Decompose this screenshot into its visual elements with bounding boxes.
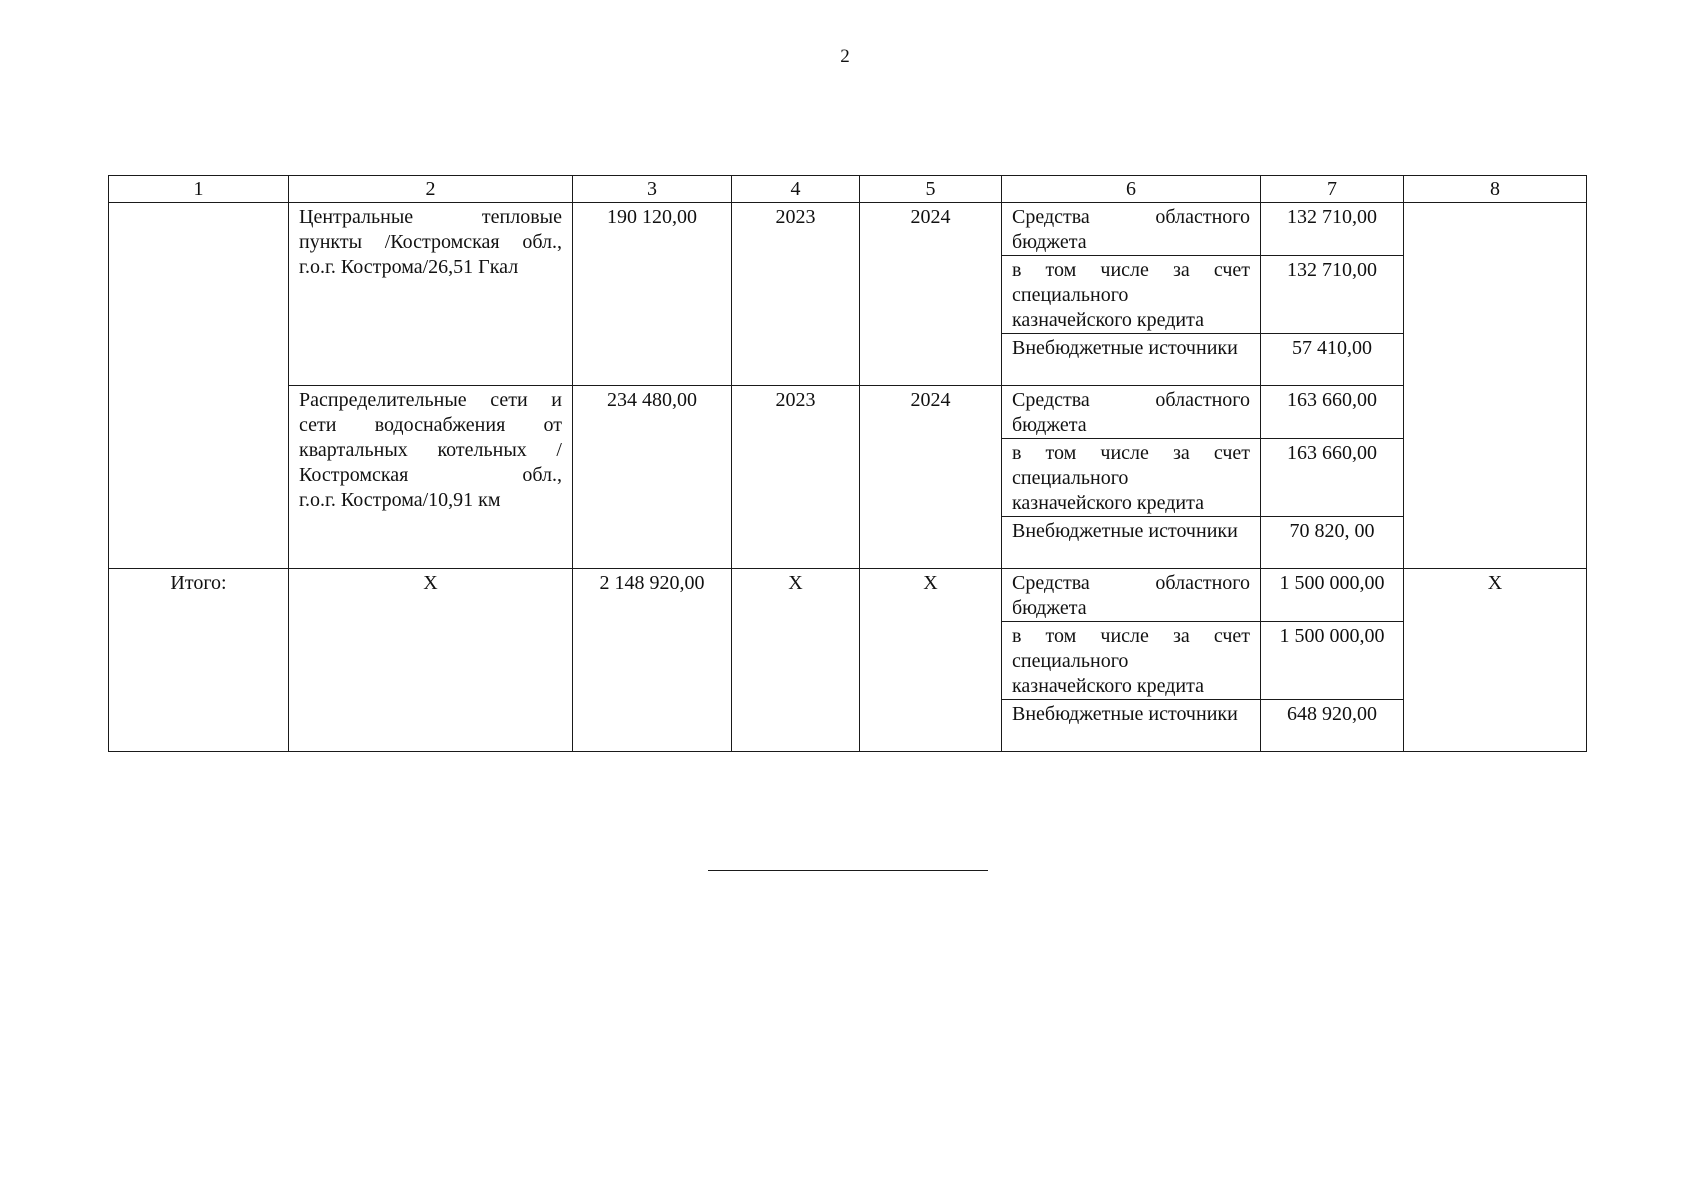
header-cell: 5 [860, 176, 1002, 203]
object-name-cell: Центральные тепловые пункты /Костромская обл., г.о.г. Кострома/26,51 Гкал [289, 203, 573, 386]
header-cell: 6 [1002, 176, 1261, 203]
source-label-cell: Внебюджетные источники [1002, 517, 1261, 569]
header-cell: 7 [1261, 176, 1404, 203]
object-name-text: Распределительные сети и сети водоснабжения от квартальных котельных / Костромская обл., [299, 389, 562, 486]
start-year-cell: 2023 [732, 203, 860, 386]
source-label-cell: Средства областного бюджета [1002, 203, 1261, 256]
source-label-cell: в том числе за счет специального казначейского кредита [1002, 439, 1261, 517]
row-number-cell [109, 203, 289, 569]
source-value-cell: 132 710,00 [1261, 203, 1404, 256]
header-cell: 2 [289, 176, 573, 203]
source-value-cell: 132 710,00 [1261, 256, 1404, 334]
header-cell: 1 [109, 176, 289, 203]
cost-cell: 234 480,00 [573, 386, 732, 569]
source-label-cell: Внебюджетные источники [1002, 700, 1261, 752]
col8-cell [1404, 203, 1587, 569]
source-label-cell: Средства областного бюджета [1002, 569, 1261, 622]
total-label-cell: Итого: [109, 569, 289, 752]
source-value-cell: 648 920,00 [1261, 700, 1404, 752]
source-value-cell: 70 820, 00 [1261, 517, 1404, 569]
source-value-cell: 163 660,00 [1261, 439, 1404, 517]
source-label-cell: Средства областного бюджета [1002, 386, 1261, 439]
total-col8-cell: X [1404, 569, 1587, 752]
source-value-cell: 1 500 000,00 [1261, 622, 1404, 700]
start-year-cell: 2023 [732, 386, 860, 569]
table-row-total [109, 569, 1587, 622]
table-row [109, 386, 1587, 439]
header-cell: 8 [1404, 176, 1587, 203]
total-col2-cell: X [289, 569, 573, 752]
source-label-cell: Внебюджетные источники [1002, 334, 1261, 386]
investment-table [108, 175, 1587, 752]
source-value-cell: 57 410,00 [1261, 334, 1404, 386]
table-header-row [109, 176, 1587, 203]
end-year-cell: 2024 [860, 203, 1002, 386]
total-col4-cell: X [732, 569, 860, 752]
header-cell: 3 [573, 176, 732, 203]
source-value-cell: 1 500 000,00 [1261, 569, 1404, 622]
page-number: 2 [840, 46, 850, 67]
total-cost-cell: 2 148 920,00 [573, 569, 732, 752]
end-divider-line [708, 870, 988, 871]
source-label-cell: в том числе за счет специального казначейского кредита [1002, 256, 1261, 334]
source-value-cell: 163 660,00 [1261, 386, 1404, 439]
table-row [109, 203, 1587, 256]
end-year-cell: 2024 [860, 386, 1002, 569]
object-name-cell [289, 386, 573, 569]
source-label-cell: в том числе за счет специального казначейского кредита [1002, 622, 1261, 700]
object-name-text-line2: г.о.г. Кострома/10,91 км [299, 489, 501, 511]
cost-cell: 190 120,00 [573, 203, 732, 386]
header-cell: 4 [732, 176, 860, 203]
total-col5-cell: X [860, 569, 1002, 752]
